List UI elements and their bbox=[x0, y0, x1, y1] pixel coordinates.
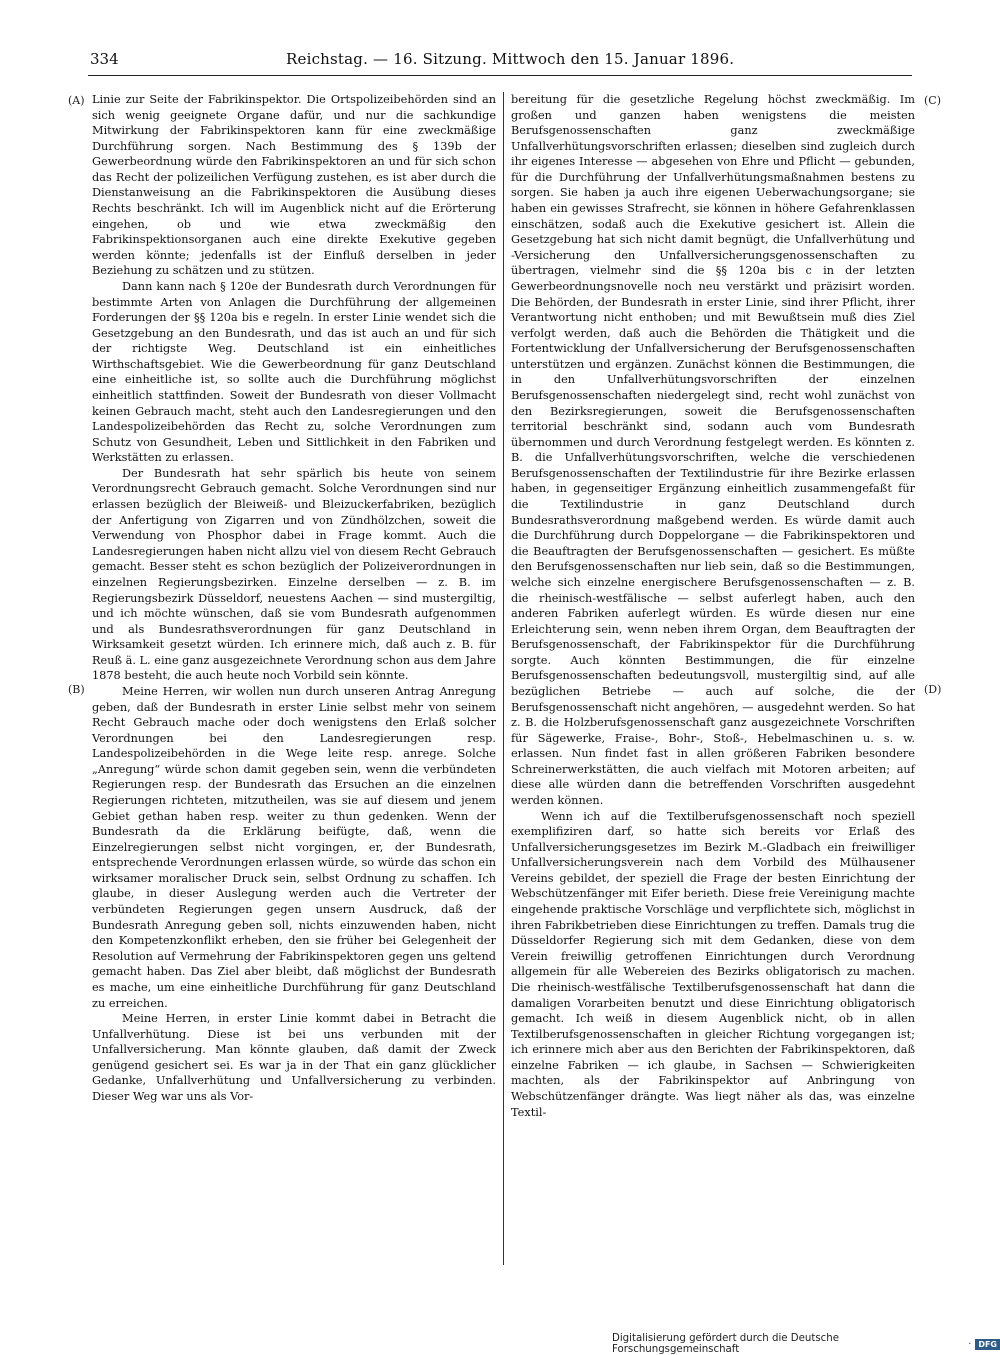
footer bbox=[612, 1333, 1000, 1355]
column-divider bbox=[503, 92, 504, 1265]
paragraph: bereitung für die gesetzliche Regelung höchst zweckmäßig. Im großen und ganzen haben wenigstens die meisten Berufsgenossenschaften ganz zweckmäßige Unfallverhütungsvorschriften erlassen; dieselben sind zugleich durch ihr eigenes Interesse — abgesehen von Ehre und Pflicht — gebunden, für die Durchführung der Unfallverhütungsmaßnahmen bestens zu sorgen. Sie haben ja auch ihre eigenen Ueberwachungsorgane; sie haben ein gewisses Strafrecht, sie können in höhere Gefahrenklassen einschätzen, sodaß auch die Exekutive gesichert ist. Allein die Gesetzgebung hat sich nicht damit begnügt, die Unfallverhütung und -Versicherung den Unfallversicherungsgenossenschaften zu übertragen, vielmehr sind die §§ 120a bis c in der letzten Gewerbeordnungsnovelle noch neu verstärkt und präzisirt worden. Die Behörden, der Bundesrath in erster Linie, sind ihrer Pflicht, ihrer Verantwortung nicht enthoben; und mit Bewußtsein muß dies Ziel verfolgt werden, daß auch die Behörden die Thätigkeit und die Fortentwicklung der Unfallversicherung der Berufsgenossenschaften unterstützen und ergänzen. Zunächst können die Bestimmungen, die in den Unfallverhütungsvorschriften der einzelnen Berufsgenossenschaften niedergelegt sind, recht wohl zunächst von den Bezirksregierungen, soweit die Berufsgenossenschaften territorial beschränkt sind, sodann auch vom Bundesrath übernommen und durch Verordnung festgelegt werden. Es könnten z. B. die Unfallverhütungsvorschriften, welche die verschiedenen Berufsgenossenschaften der Textilindustrie für ihre Bezirke erlassen haben, in gegenseitiger Ergänzung einheitlich zusammengefaßt für die Textilindustrie in ganz Deutschland durch Bundesrathsverordnung maßgebend werden. Es würde damit auch die Durchführung durch Doppelorgane — die Fabrikinspektoren und die Beauftragten der Berufsgenossenschaften — gesichert. Es müßte den Berufsgenossenschaften nur lieb sein, daß so die Bestimmungen, welche sich einzelne energischere Berufsgenossenschaften — z. B. die rheinisch-westfälische — selbst auferlegt haben, auch den anderen Fabriken auferlegt würden. Es würde diesen nur eine Erleichterung sein, wenn neben ihrem Organ, dem Beauftragten der Berufsgenossenschaft, der Fabrikinspektor für die Durchführung sorgte. Auch könnten Bestimmungen, die für einzelne Berufsgenossenschaften bedeutungsvoll, mustergiltig sind, auf alle bezüglichen Betriebe — auch auf solche, die der Berufsgenossenschaft nicht angehören, — ausgedehnt werden. So hat z. B. die Holzberufsgenossenschaft ganz ausgezeichnete Vorschriften für Sägewerke, Fraise-, Bohr-, Stoß-, Hebelmaschinen u. s. w. erlassen. Nun findet fast in allen größeren Fabriken besondere Schreinerwerkstätten, die auch vielfach mit Motoren arbeiten; auf diese alle würden dann die betreffenden Vorschriften ausgedehnt werden können. bbox=[511, 93, 915, 808]
right-column bbox=[511, 92, 915, 1120]
paragraph: Wenn ich auf die Textilberufsgenossenschaft noch speziell exemplifiziren darf, so hatte sich bereits vor Erlaß des Unfallversicherungsgesetzes im Bezirk M.-Gladbach ein freiwilliger Unfallversicherungsverein nach dem Vorbild des Mülhausener Vereins gebildet, der speziell die Frage der besten Einrichtung der Webschützenfänger mit Eifer berieth. Diese freie Vereinigung machte eingehende praktische Vorschläge und verpflichtete sich, möglichst in ihren Fabrikbetrieben diese Einrichtungen zu treffen. Damals trug die Düsseldorfer Regierung sich mit dem Gedanken, diese von dem Verein freiwillig getroffenen Einrichtungen durch Verordnung allgemein für alle Webereien des Bezirks obligatorisch zu machen. Die rheinisch-westfälische Textilberufsgenossenschaft hat dann die damaligen Vorarbeiten benutzt und diese Einrichtung obligatorisch gemacht. Ich weiß in diesem Augenblick nicht, ob in allen Textilberufsgenossenschaften in gleicher Richtung vorgegangen ist; ich erinnere mich aber aus den Berichten der Fabrikinspektoren, daß einzelne Fabriken — ich glaube, in Sachsen — Schwierigkeiten machten, als der Fabrikinspektor auf Anbringung von Webschützenfänger drängte. Was liegt näher als das, was einzelne Textil- bbox=[511, 809, 915, 1119]
paragraph: Dann kann nach § 120e der Bundesrath durch Verordnungen für bestimmte Arten von Anlagen die Durchführung der allgemeinen Forderungen der §§ 120a bis e regeln. In erster Linie wendet sich die Gesetzgebung an den Bundesrath, und das ist auch an und für sich der richtigste Weg. Deutschland ist ein einheitliches Wirthschaftsgebiet. Wie die Gewerbeordnung für ganz Deutschland eine einheitliche ist, so sollte auch die Durchführung möglichst einheitlich stattfinden. Soweit der Bundesrath von dieser Vollmacht keinen Gebrauch macht, steht auch den Landesregierungen und den Landespolizeibehörden das Recht zu, solche Verordnungen zum Schutz von Gesundheit, Leben und Sittlichkeit in den Fabriken und Werkstätten zu erlassen. bbox=[92, 279, 496, 465]
paragraph: Meine Herren, wir wollen nun durch unseren Antrag Anregung geben, daß der Bundesrath in erster Linie selbst mehr von seinem Recht Gebrauch mache oder doch wenigstens den Erlaß solcher Verordnungen bei den Landesregierungen resp. Landespolizeibehörden in die Wege leite resp. anrege. Solche „Anregung“ würde schon damit gegeben sein, wenn die verbündeten Regierungen resp. der Bundesrath das Ersuchen an die einzelnen Regierungen richteten, mitzutheilen, was sie auf diesem und jenem Gebiet gethan haben resp. weiter zu thun gedenken. Wenn der Bundesrath da die Erklärung beifügte, daß, wenn die Einzelregierungen selbst nicht vorgingen, er, der Bundesrath, entsprechende Verordnungen erlassen würde, so würde das schon ein wirksamer moralischer Druck sein, selbst Ordnung zu schaffen. Ich glaube, in dieser Auslegung werden auch die Vertreter der verbündeten Regierungen gegen unsern Ausdruck, daß der Bundesrath Anregung geben soll, nichts einzuwenden haben, nicht den Kompetenzkonflikt erheben, den sie früher bei Gelegenheit der Resolution auf Vermehrung der Fabrikinspektoren gegen uns geltend gemacht haben. Das Ziel aber bleibt, daß möglichst der Bundesrath es mache, um eine einheitliche Durchführung für ganz Deutschland zu erreichen. bbox=[92, 684, 496, 1010]
paragraph: Der Bundesrath hat sehr spärlich bis heute von seinem Verordnungsrecht Gebrauch gemacht. Solche Verordnungen sind nur erlassen bezüglich der Bleiweiß- und Bleizuckerfabriken, bezüglich der Anfertigung von Zigarren und von Zündhölzchen, soweit die Verwendung von Phosphor dabei in Frage kommt. Auch die Landesregierungen haben nicht allzu viel von diesem Recht Gebrauch gemacht. Besser steht es schon bezüglich der Polizeiverordnungen in einzelnen Regierungsbezirken. Einzelne derselben — z. B. im Regierungsbezirk Düsseldorf, neuestens Aachen — sind mustergiltig, und ich möchte wünschen, daß sie vom Bundesrath aufgenommen und als Bundesrathsverordnungen für ganz Deutschland in Wirksamkeit gesetzt würden. Ich erinnere mich, daß auch z. B. für Reuß ä. L. eine ganz ausgezeichnete Verordnung schon aus dem Jahre 1878 besteht, die auch heute noch Vorbild sein könnte. bbox=[92, 466, 496, 683]
margin-letter-c: (C) bbox=[924, 94, 941, 107]
footer-credit: Digitalisierung gefördert durch die Deutsche Forschungsgemeinschaft bbox=[612, 1333, 839, 1355]
paragraph: Linie zur Seite der Fabrikinspektor. Die Ortspolizeibehörden sind an sich wenig geeignete Organe dafür, und nur die sachkundige Mitwirkung der Fabrikinspektoren kann für eine zweckmäßige Durchführung sorgen. Nach Bestimmung des § 139b der Gewerbeordnung würde den Fabrikinspektoren an und für sich schon das Recht der polizeilichen Verfügung zustehen, es ist aber durch die Dienstanweisung an die Fabrikinspektoren die Ausübung dieses Rechts beschränkt. Ich will im Augenblick nicht auf die Erörterung eingehen, ob und wie etwa zweckmäßig den Fabrikinspektionsorganen auch eine direkte Exekutive gegeben werden könnte; jedenfalls ist der Einfluß derselben in jeder Beziehung zu schätzen und zu stützen. bbox=[92, 93, 496, 278]
margin-letter-b: (B) bbox=[68, 683, 85, 696]
paragraph: Meine Herren, in erster Linie kommt dabei in Betracht die Unfallverhütung. Diese ist bei uns verbunden mit der Unfallversicherung. Man könnte glauben, daß damit der Zweck genügend gesichert sei. Es war ja in der That ein ganz glücklicher Gedanke, Unfallverhütung und Unfallversicherung zu verbinden. Dieser Weg war uns als Vor- bbox=[92, 1012, 496, 1103]
header-rule bbox=[88, 75, 912, 76]
page-header bbox=[90, 50, 910, 74]
left-column bbox=[92, 92, 496, 1105]
margin-letter-a: (A) bbox=[68, 94, 85, 107]
dfg-logo-icon: DFG bbox=[975, 1339, 1000, 1350]
page-number: 334 bbox=[90, 50, 119, 68]
footer-separator: · bbox=[968, 1338, 972, 1350]
running-title: Reichstag. — 16. Sitzung. Mittwoch den 15. Januar 1896. bbox=[286, 50, 735, 68]
margin-letter-d: (D) bbox=[924, 683, 942, 696]
